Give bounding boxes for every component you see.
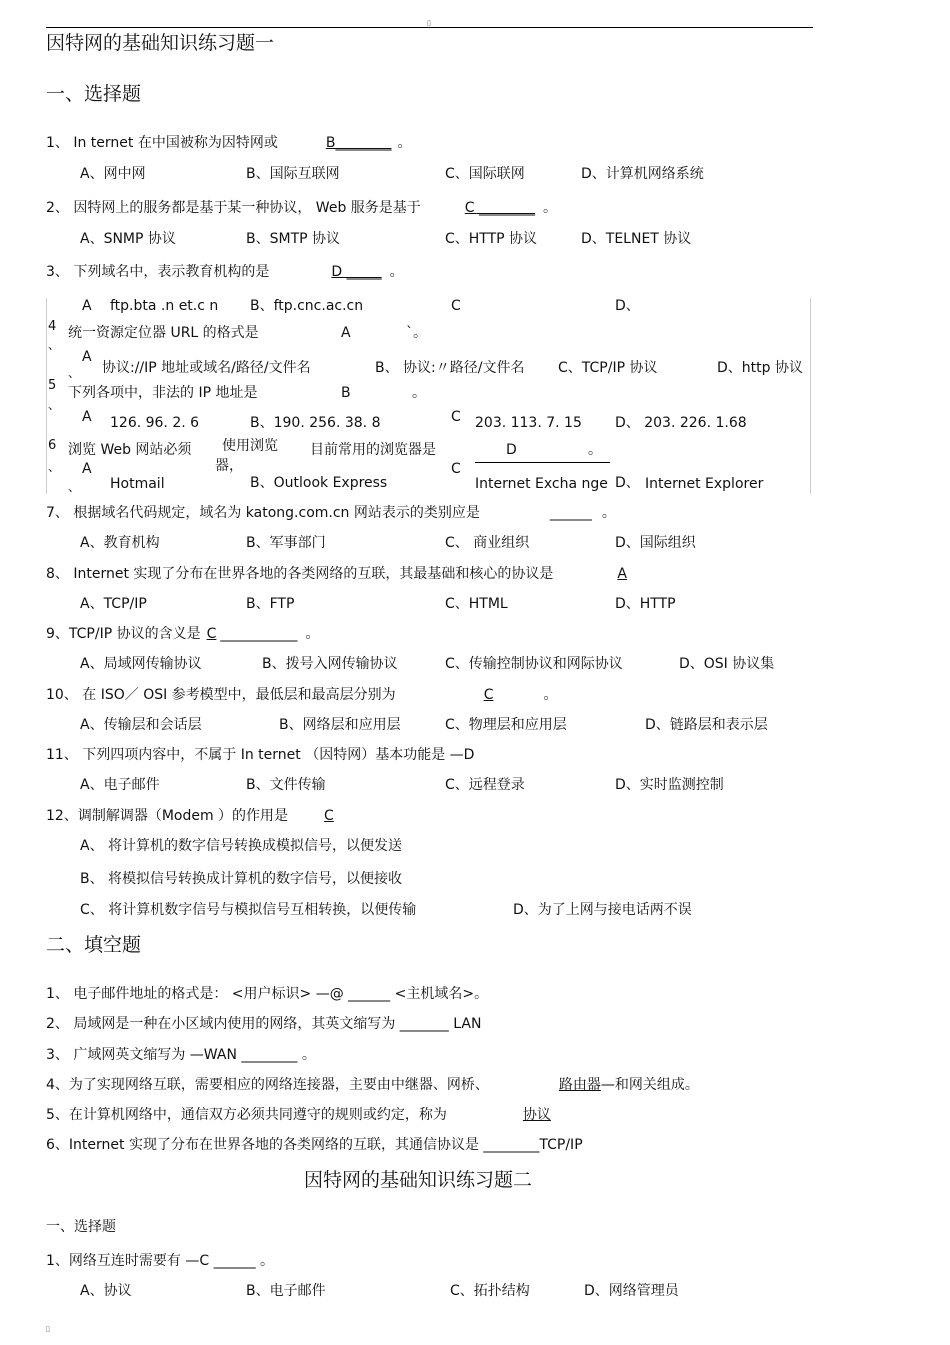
question-5: 下列各项中，非法的 IP 地址是 bbox=[68, 385, 258, 401]
option-d: D、链路层和表示层 bbox=[645, 717, 768, 733]
question-3: 3、 下列域名中，表示教育机构的是 D _____ 。 bbox=[46, 264, 404, 280]
question-end: 。 bbox=[412, 385, 426, 401]
fill-question-3: 3、 广域网英文缩写为 —WAN ________ 。 bbox=[46, 1047, 316, 1063]
option-d: D、网络管理员 bbox=[584, 1283, 679, 1299]
option-d: D、国际组织 bbox=[615, 535, 696, 551]
answer: 路由器 bbox=[558, 1077, 601, 1093]
answer: D bbox=[506, 442, 517, 458]
option-a: A、SNMP 协议 bbox=[80, 231, 176, 247]
question-6-number: 6 bbox=[48, 438, 57, 453]
page-title-1: 因特网的基础知识练习题一 bbox=[46, 32, 275, 54]
option-b: B、国际互联网 bbox=[246, 166, 340, 182]
option-d: D、 203. 226. 1.68 bbox=[615, 415, 747, 431]
option-b: B、文件传输 bbox=[246, 777, 326, 793]
question-9: 9、TCP/IP 协议的含义是 C ___________ 。 bbox=[46, 626, 320, 642]
question-7: 7、 根据域名代码规定，域名为 katong.com.cn 网站表示的类别应是 ______ 。 bbox=[46, 505, 616, 521]
page-title-2: 因特网的基础知识练习题二 bbox=[304, 1169, 533, 1191]
answer: B bbox=[341, 385, 351, 401]
option-a-label: A bbox=[82, 409, 92, 425]
section-heading-fill: 二、填空题 bbox=[46, 934, 142, 956]
option-d: D、OSI 协议集 bbox=[679, 656, 775, 672]
fill-question-2: 2、 局域网是一种在小区域内使用的网络，其英文缩写为 _______ LAN bbox=[46, 1016, 482, 1032]
question-end: 。 bbox=[588, 442, 602, 458]
option-c: C、国际联网 bbox=[445, 166, 525, 182]
question-10: 10、 在 ISO／ OSI 参考模型中，最低层和最高层分别为 C 。 bbox=[46, 687, 558, 703]
option-c: C、HTTP 协议 bbox=[445, 231, 538, 247]
list-marker: 、 bbox=[48, 338, 61, 352]
option-a: ftp.bta .n et.c n bbox=[110, 298, 219, 314]
question-6-part1: 浏览 Web 网站必须 bbox=[68, 442, 192, 458]
answer: B________ bbox=[325, 135, 392, 151]
option-d: Internet Explorer bbox=[645, 476, 764, 492]
answer-underline bbox=[475, 462, 610, 463]
answer: C ________ bbox=[464, 200, 536, 216]
option-c: C、拓扑结构 bbox=[450, 1283, 530, 1299]
option-d: D、http 协议 bbox=[717, 360, 803, 376]
option-a: 126. 96. 2. 6 bbox=[110, 415, 200, 431]
question-11: 11、 下列四项内容中，不属于 In ternet （因特网）基本功能是 —D bbox=[46, 747, 475, 763]
question-6-part3: 目前常用的浏览器是 bbox=[310, 442, 436, 458]
option-a: A、网中网 bbox=[80, 166, 146, 182]
p2-question-1: 1、网络互连时需要有 —C ______ 。 bbox=[46, 1253, 275, 1269]
fill-question-4: 4、为了实现网络互联，需要相应的网络连接器，主要由中继器、网桥、 路由器—和网关组成。 bbox=[46, 1077, 699, 1093]
question-6-part2b: 器， bbox=[215, 458, 243, 474]
option-a-label: A bbox=[82, 298, 92, 314]
answer: A bbox=[617, 566, 627, 582]
option-a: A、 将计算机的数字信号转换成模拟信号，以便发送 bbox=[80, 838, 403, 854]
option-c: C、传输控制协议和网际协议 bbox=[445, 656, 623, 672]
option-b: B、 协议:〃路径/文件名 bbox=[375, 360, 525, 376]
option-c: Internet Excha nge bbox=[475, 476, 608, 492]
option-d: D、HTTP bbox=[615, 596, 676, 612]
table-left-border bbox=[46, 298, 47, 494]
option-b: B、ftp.cnc.ac.cn bbox=[250, 298, 364, 314]
option-b: B、Outlook Express bbox=[250, 475, 388, 491]
header-mark: ▯ bbox=[427, 19, 431, 27]
option-a: A、TCP/IP bbox=[80, 596, 147, 612]
option-a-label: A bbox=[82, 349, 92, 365]
option-b: B、SMTP 协议 bbox=[246, 231, 341, 247]
option-c: C、TCP/IP 协议 bbox=[558, 360, 658, 376]
fill-question-1: 1、 电子邮件地址的格式是： <用户标识> —@ ______ <主机域名>。 bbox=[46, 986, 489, 1002]
option-c: C、 将计算机数字信号与模拟信号互相转换，以便传输 bbox=[80, 902, 417, 918]
option-a: A、教育机构 bbox=[80, 535, 160, 551]
option-c-label: C bbox=[451, 461, 461, 477]
option-a: A、传输层和会话层 bbox=[80, 717, 202, 733]
option-b: B、电子邮件 bbox=[246, 1283, 326, 1299]
option-a-label: A bbox=[82, 461, 92, 477]
answer: C bbox=[483, 687, 494, 703]
option-c: 203. 113. 7. 15 bbox=[475, 415, 582, 431]
fill-question-5: 5、在计算机网络中，通信双方必须共同遵守的规则或约定，称为 协议 bbox=[46, 1107, 551, 1123]
table-right-border bbox=[810, 298, 811, 494]
answer: D _____ bbox=[331, 264, 382, 280]
option-b: B、190. 256. 38. 8 bbox=[250, 415, 381, 431]
fill-question-6: 6、Internet 实现了分布在世界各地的各类网络的互联，其通信协议是 ________TCP/IP bbox=[46, 1137, 583, 1153]
header-rule bbox=[46, 27, 813, 28]
option-b: B、拨号入网传输协议 bbox=[262, 656, 398, 672]
question-2: 2、 因特网上的服务都是基于某一种协议， Web 服务是基于 C ________ 。 bbox=[46, 200, 558, 216]
list-marker: 、 bbox=[68, 366, 81, 380]
answer: A bbox=[341, 325, 351, 341]
section-heading-choice: 一、选择题 bbox=[46, 83, 142, 105]
option-d: D、为了上网与接电话两不误 bbox=[513, 902, 692, 918]
question-5-number: 5 bbox=[48, 378, 57, 393]
question-8: 8、 Internet 实现了分布在世界各地的各类网络的互联，其最基础和核心的协议是 A bbox=[46, 566, 627, 582]
option-c: C bbox=[451, 298, 461, 314]
option-d-label: D、 bbox=[615, 475, 640, 491]
option-d: D、计算机网络系统 bbox=[581, 166, 704, 182]
section-heading-choice-2: 一、选择题 bbox=[46, 1219, 116, 1235]
list-marker: 、 bbox=[48, 460, 61, 474]
answer: ______ bbox=[549, 505, 592, 521]
option-d: D、TELNET 协议 bbox=[581, 231, 692, 247]
option-a: A、协议 bbox=[80, 1283, 132, 1299]
question-12: 12、调制解调器（Modem ）的作用是 C bbox=[46, 808, 334, 824]
answer: C bbox=[206, 626, 217, 642]
list-marker: 、 bbox=[68, 480, 81, 494]
option-b: B、 将模拟信号转换成计算机的数字信号，以便接收 bbox=[80, 871, 403, 887]
option-b: B、军事部门 bbox=[246, 535, 326, 551]
question-1: 1、 In ternet 在中国被称为因特网或 B________ 。 bbox=[46, 135, 412, 151]
option-a: A、电子邮件 bbox=[80, 777, 160, 793]
question-6-part2a: 使用浏览 bbox=[222, 438, 278, 454]
option-d: D、 bbox=[615, 298, 640, 314]
option-a: 协议://IP 地址或域名/路径/文件名 bbox=[102, 360, 311, 376]
list-marker: 、 bbox=[48, 398, 61, 412]
question-4: 统一资源定位器 URL 的格式是 bbox=[68, 325, 259, 341]
option-d: D、实时监测控制 bbox=[615, 777, 724, 793]
question-end: `。 bbox=[406, 325, 427, 341]
option-c: C、远程登录 bbox=[445, 777, 525, 793]
question-4-number: 4 bbox=[48, 319, 57, 334]
footer-mark: ▯ bbox=[46, 1325, 50, 1333]
option-b: B、网络层和应用层 bbox=[279, 717, 401, 733]
option-c: C、HTML bbox=[445, 596, 508, 612]
answer: C bbox=[324, 808, 334, 824]
option-c-label: C bbox=[451, 409, 461, 425]
answer: 协议 bbox=[522, 1107, 551, 1123]
option-c: C、 商业组织 bbox=[445, 535, 530, 551]
option-c: C、物理层和应用层 bbox=[445, 717, 567, 733]
option-a: Hotmail bbox=[110, 476, 165, 492]
question-text: 1、 In ternet 在中国被称为因特网或 bbox=[46, 135, 278, 151]
option-b: B、FTP bbox=[246, 596, 295, 612]
option-a: A、局域网传输协议 bbox=[80, 656, 202, 672]
